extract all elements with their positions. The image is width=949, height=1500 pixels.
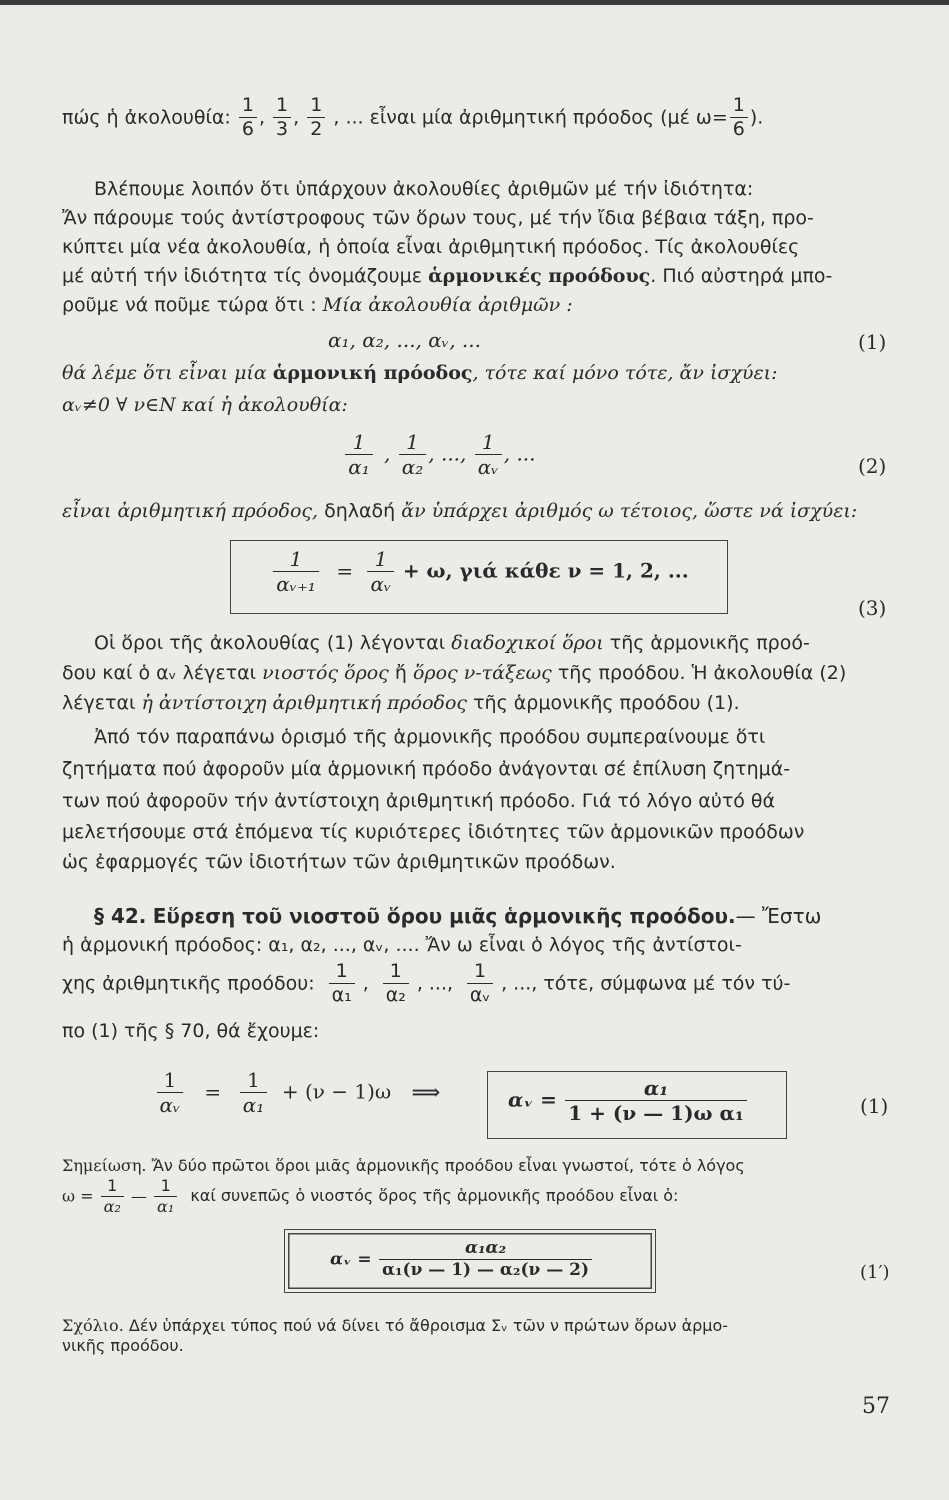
equation-4-right [508,1078,749,1124]
para1-line5-b: Μία ἀκολουθία ἀριθμῶν : [322,294,573,316]
section-tail: — Ἔστω [735,904,822,928]
eq5-frac: $\frac{\text{α₁α₂}}{\text{α₁(ν — 1) — α₂(ν — 2)}}$ [379,1240,592,1280]
scholio-line2: νικῆς προόδου. [62,1336,184,1355]
para3-line1: Ἀπό τόν παραπάνω ὁρισμό τῆς ἁρμονικῆς προόδου συμπεραίνουμε ὅτι [94,726,766,748]
p2-i: λέγεται [62,692,136,714]
section-line2: ἡ ἁρμονική πρόοδος: α₁, α₂, ..., αᵥ, .... Ἄν ω εἶναι ὁ λόγος τῆς ἀντίστοι- [62,934,742,956]
term-harmonic: ἁρμονικές προόδους [428,265,651,287]
def-cond: αᵥ≠0 ∀ ν∈N [62,394,176,416]
intro-paren-end: ). [749,106,764,129]
equation-4-left: $\frac{1}{\text{αᵥ}}$ = $\frac{1}{\text{α₁}}$ + (ν − 1)ω ⟹ [146,1070,440,1116]
note-line1 [62,1158,745,1174]
equation-2-label: (2) [858,454,887,478]
fraction-omega: $\frac{1}{6}$ [730,96,748,140]
sec-frac-2: $\frac{1}{\text{α₂}}$ [377,962,415,1006]
intro-mid: , ... εἶναι μία ἀριθμητική πρόοδος [333,106,655,129]
fraction-1-2: $\frac{1}{2}$ [307,96,325,140]
eq2-frac-1: $\frac{1}{\text{α₁}}$ [336,432,382,478]
para1-line5-a: ροῦμε νά ποῦμε τώρα ὅτι : [62,294,323,316]
eq2-end: , ... [503,441,536,466]
def-c: , τότε καί μόνο τότε, ἄν ἰσχύει: [472,362,778,384]
eq5-lhs: αᵥ = [330,1249,372,1270]
eq3-rest: + ω, γιά κάθε ν = 1, 2, ... [402,558,689,583]
para1-line4-text: μέ αὐτή τήν ἰδιότητα τίς ὀνομάζουμε [62,265,423,287]
note-frac-1: $\frac{1}{\text{α₂}}$ [101,1178,124,1216]
implies-arrow: ⟹ [411,1079,441,1104]
equation-5-label: (1′) [860,1262,890,1283]
equation-5 [330,1240,594,1280]
note-frac-2: $\frac{1}{\text{α₁}}$ [154,1178,177,1216]
scholio-text: Δέν ὑπάρχει τύπος πού νά δίνει τό ἄθροισμα Σᵥ τῶν ν πρώτων ὅρων ἁρμο- [123,1316,729,1335]
note-label: Σημείωση. [62,1156,147,1175]
p2-g: ὅρος ν-τάξεως [412,662,552,684]
page-number: 57 [862,1394,890,1419]
p2-k: τῆς ἁρμονικῆς προόδου (1). [473,692,740,714]
intro-paren: (μέ ω= [660,106,728,129]
note-text: Ἄν δύο πρῶτοι ὅροι μιᾶς ἁρμονικῆς προόδου εἶναι γνωστοί, τότε ὁ λόγος [146,1156,745,1175]
para3-line5: ὡς ἐφαρμογές τῶν ἰδιοτήτων τῶν ἀριθμητικῶν προόδων. [62,851,616,873]
para2-line3 [62,694,740,713]
intro-text: πώς ἡ ἀκολουθία: [62,106,231,129]
equation-2 [334,432,536,478]
para3-line3: των πού ἀφοροῦν τήν ἀντίστοιχη ἀριθμητική πρόοδο. Γιά τό λόγο αὐτό θά [62,790,776,812]
p2-d: δου καί ὁ αᵥ λέγεται [62,662,257,684]
eq4-frac-1: $\frac{1}{\text{αᵥ}}$ [148,1070,192,1116]
eq2-frac-v: $\frac{1}{\text{αᵥ}}$ [475,432,502,478]
sec-frac-1: $\frac{1}{\text{α₁}}$ [323,962,361,1006]
para3-line2: ζητήματα πού ἀφοροῦν μία ἁρμονική πρόοδο ἀνάγονται σέ ἐπίλυση ζητημά- [62,758,791,780]
equation-3-label: (3) [858,596,887,620]
para1-line1: Βλέπουμε λοιπόν ὅτι ὑπάρχουν ἀκολουθίες ἀριθμῶν μέ τήν ἰδιότητα: [94,178,754,200]
eq4-frac-result: $\frac{\text{α₁}}{\text{1 + (ν — 1)ω α₁}}$ [565,1078,746,1124]
ar-a: εἶναι ἀριθμητική πρόοδος, [62,500,325,522]
eq2-sep: , [384,441,397,466]
section-heading [94,906,821,926]
eq4-mid: + (ν − 1)ω [281,1079,392,1104]
scholio-label: Σχόλιο. [62,1316,124,1335]
arithmetic-line [62,502,857,521]
section-title: Εὕρεση τοῦ νιοστοῦ ὅρου μιᾶς ἁρμονικῆς προόδου. [152,904,736,928]
section-number: § 42. [94,904,147,928]
definition-line2 [62,396,348,415]
p2-a: Οἱ ὅροι τῆς ἀκολουθίας (1) λέγονται [94,632,446,654]
equation-3 [268,549,689,595]
eq4-lhs: αᵥ = [508,1087,557,1112]
section-line4: πο (1) τῆς § 70, θά ἔχουμε: [62,1020,320,1042]
equation-1: α₁, α₂, ..., αᵥ, ... [328,328,482,352]
definition-line1 [62,364,778,383]
def-a: θά λέμε ὅτι εἶναι μία [62,362,273,384]
p2-b: διαδοχικοί ὅροι [451,632,604,654]
para1-line3: κύπτει μία νέα ἀκολουθία, ἡ ὁποία εἶναι ἀριθμητική πρόοδος. Τίς ἀκολουθίες [62,236,800,258]
para3-line4: μελετήσουμε στά ἑπόμενα τίς κυριότερες ἰδιότητες τῶν ἁρμονικῶν προόδων [62,821,805,843]
ar-b: δηλαδή [324,500,396,522]
eq3-frac-right: $\frac{1}{\text{αᵥ}}$ [367,549,394,595]
def-and: καί ἡ ἀκολουθία: [175,394,348,416]
para1-line5 [62,296,573,315]
para2-line1 [94,634,810,653]
para1-tail: . Πιό αὐστηρά μπο- [650,265,833,287]
eq2-frac-2: $\frac{1}{\text{α₂}}$ [399,432,427,478]
scholio-line1 [62,1318,728,1334]
equation-1-label: (1) [858,330,887,354]
p2-c: τῆς ἁρμονικῆς προό- [609,632,810,654]
p2-j: ἡ ἀντίστοιχη ἀριθμητική πρόοδος [141,692,468,714]
p2-f: ἤ [394,662,407,684]
p2-e: νιοστός ὅρος [262,662,389,684]
equation-4-label: (1) [860,1094,889,1118]
para1-line2: Ἄν πάρουμε τούς ἀντίστροφους τῶν ὅρων τους, μέ τήν ἴδια βέβαια τάξη, προ- [62,207,814,229]
term-harmonic-progression: ἁρμονική πρόοδος [272,362,473,384]
fraction-1-6: $\frac{1}{6}$ [239,96,257,140]
fraction-1-3: $\frac{1}{3}$ [273,96,291,140]
eq2-dots: , ..., [428,441,473,466]
eq3-frac-left: $\frac{1}{\text{αᵥ₊₁}}$ [270,549,322,595]
para1-line4 [62,267,832,286]
sec3-a: χης ἀριθμητικῆς προόδου: [62,972,321,995]
ar-c: ἄν ὑπάρχει ἀριθμός ω τέτοιος, ὥστε νά ἰσχύει: [395,500,858,522]
note-line2: ω = $\frac{1}{\text{α₂}}$ — $\frac{1}{\text{α₁}}$ καί συνεπῶς ὁ νιοστός ὅρος τῆς ἁρμονικῆς προόδου εἶναι ὁ: [62,1176,679,1216]
para2-line2 [62,664,846,683]
section-line3: χης ἀριθμητικῆς προόδου: $\frac{1}{\text{α₁}}$ , $\frac{1}{\text{α₂}}$ , ..., $\frac{1}{\text{αᵥ}}$ , ..., τότε, σύμφωνα μέ τόν τύ- [62,960,791,1006]
note-omega: ω = [62,1186,94,1206]
eq3-equals: = [336,558,354,583]
eq4-frac-2: $\frac{1}{\text{α₁}}$ [233,1070,273,1116]
note-line2-text: καί συνεπῶς ὁ νιοστός ὅρος τῆς ἁρμονικῆς προόδου εἶναι ὁ: [190,1186,679,1206]
intro-line: πώς ἡ ἀκολουθία: $\frac{1}{6}$ , $\frac{1}{3}$ , $\frac{1}{2}$ , ... εἶναι μία ἀριθμητική πρόοδος (μέ ω= $\frac{1}{6}$ ). [62,94,764,140]
top-edge [0,0,949,5]
sec-frac-v: $\frac{1}{\text{αᵥ}}$ [461,962,499,1006]
sec3-b: , ..., τότε, σύμφωνα μέ τόν τύ- [501,972,791,995]
p2-h: τῆς προόδου. Ἡ ἀκολουθία (2) [557,662,847,684]
